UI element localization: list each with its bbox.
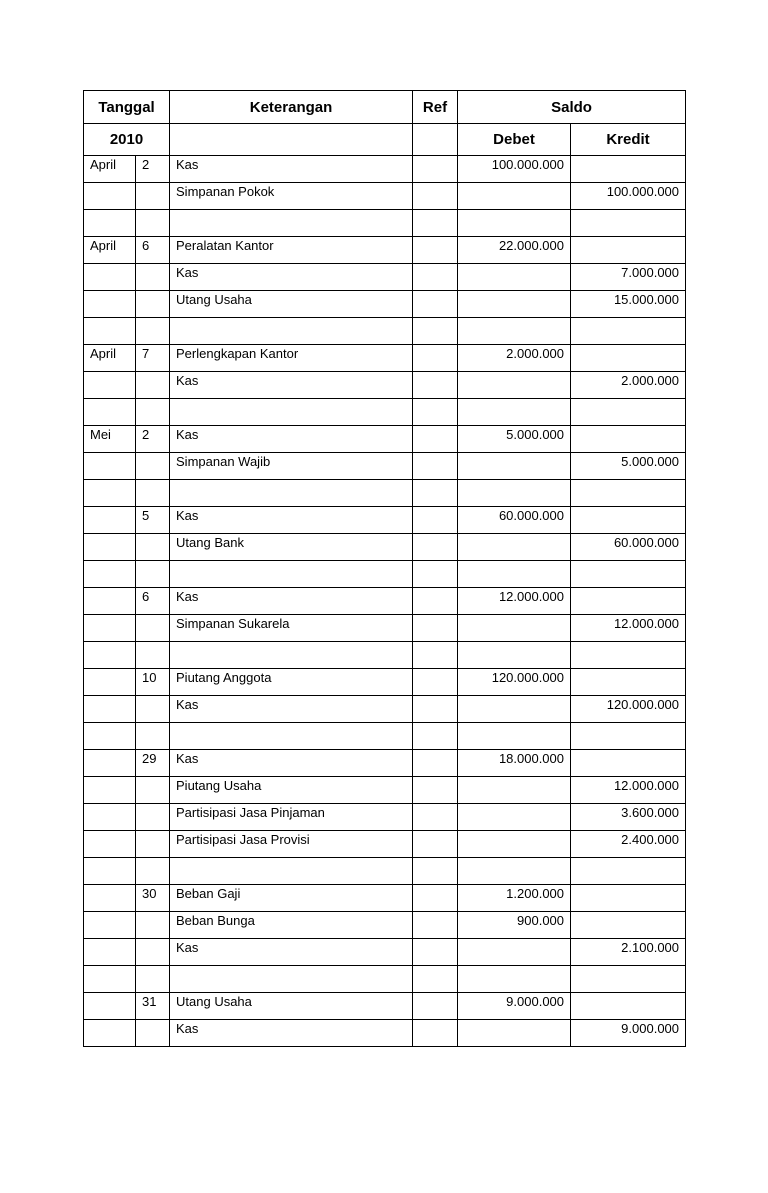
description-cell: Simpanan Pokok <box>170 183 413 210</box>
description-cell: Beban Gaji <box>170 885 413 912</box>
day-cell: 7 <box>136 345 170 372</box>
ref-cell <box>413 534 458 561</box>
description-cell: Piutang Usaha <box>170 777 413 804</box>
ref-cell <box>413 183 458 210</box>
month-cell <box>84 183 136 210</box>
ref-cell <box>413 210 458 237</box>
month-cell: Mei <box>84 426 136 453</box>
ref-header: Ref <box>413 91 458 124</box>
month-cell <box>84 912 136 939</box>
description-cell: Kas <box>170 264 413 291</box>
description-cell: Utang Usaha <box>170 291 413 318</box>
table-row <box>84 237 686 264</box>
kredit-cell <box>571 912 686 939</box>
debet-cell <box>458 939 571 966</box>
month-cell <box>84 507 136 534</box>
day-cell <box>136 480 170 507</box>
ref-cell <box>413 561 458 588</box>
table-row <box>84 561 686 588</box>
description-cell: Kas <box>170 426 413 453</box>
ref-cell <box>413 723 458 750</box>
month-cell <box>84 723 136 750</box>
description-cell: Kas <box>170 507 413 534</box>
saldo-header: Saldo <box>458 91 686 124</box>
description-cell: Beban Bunga <box>170 912 413 939</box>
keterangan-header: Keterangan <box>170 91 413 124</box>
day-cell: 2 <box>136 156 170 183</box>
description-cell <box>170 858 413 885</box>
table-row <box>84 966 686 993</box>
debet-cell <box>458 399 571 426</box>
debet-cell <box>458 291 571 318</box>
description-cell: Kas <box>170 939 413 966</box>
ref-cell <box>413 453 458 480</box>
debet-cell <box>458 642 571 669</box>
debet-cell: 5.000.000 <box>458 426 571 453</box>
month-cell <box>84 831 136 858</box>
debet-header: Debet <box>458 124 571 156</box>
month-cell: April <box>84 345 136 372</box>
kredit-cell <box>571 399 686 426</box>
description-cell: Perlengkapan Kantor <box>170 345 413 372</box>
day-cell <box>136 453 170 480</box>
kredit-cell <box>571 345 686 372</box>
month-cell: April <box>84 156 136 183</box>
ref-cell <box>413 318 458 345</box>
description-cell <box>170 318 413 345</box>
kredit-cell <box>571 210 686 237</box>
month-cell <box>84 561 136 588</box>
ref-cell <box>413 696 458 723</box>
table-row <box>84 264 686 291</box>
ref-subheader <box>413 124 458 156</box>
month-cell <box>84 480 136 507</box>
ref-cell <box>413 831 458 858</box>
debet-cell: 22.000.000 <box>458 237 571 264</box>
kredit-cell: 3.600.000 <box>571 804 686 831</box>
kredit-cell: 120.000.000 <box>571 696 686 723</box>
table-row <box>84 156 686 183</box>
month-cell <box>84 642 136 669</box>
description-cell: Utang Bank <box>170 534 413 561</box>
table-row <box>84 831 686 858</box>
ref-cell <box>413 237 458 264</box>
debet-cell <box>458 561 571 588</box>
description-cell: Utang Usaha <box>170 993 413 1020</box>
ref-cell <box>413 642 458 669</box>
month-cell <box>84 534 136 561</box>
kredit-cell <box>571 885 686 912</box>
kredit-cell <box>571 480 686 507</box>
month-cell <box>84 399 136 426</box>
month-cell <box>84 750 136 777</box>
kredit-cell <box>571 669 686 696</box>
description-cell: Partisipasi Jasa Provisi <box>170 831 413 858</box>
month-cell <box>84 372 136 399</box>
debet-cell <box>458 777 571 804</box>
description-cell: Kas <box>170 1020 413 1047</box>
debet-cell <box>458 858 571 885</box>
description-cell: Kas <box>170 588 413 615</box>
debet-cell: 100.000.000 <box>458 156 571 183</box>
header-row-2 <box>84 124 686 156</box>
ref-cell <box>413 1020 458 1047</box>
ref-cell <box>413 885 458 912</box>
kredit-cell <box>571 588 686 615</box>
day-cell: 2 <box>136 426 170 453</box>
journal-body <box>84 156 686 1047</box>
table-row <box>84 1020 686 1047</box>
debet-cell: 120.000.000 <box>458 669 571 696</box>
description-cell <box>170 642 413 669</box>
debet-cell <box>458 453 571 480</box>
ref-cell <box>413 372 458 399</box>
kredit-cell <box>571 318 686 345</box>
table-row <box>84 858 686 885</box>
debet-cell: 9.000.000 <box>458 993 571 1020</box>
table-row <box>84 912 686 939</box>
month-cell <box>84 669 136 696</box>
month-cell <box>84 966 136 993</box>
month-cell <box>84 588 136 615</box>
table-row <box>84 534 686 561</box>
kredit-cell <box>571 561 686 588</box>
month-cell <box>84 993 136 1020</box>
day-cell <box>136 696 170 723</box>
day-cell <box>136 831 170 858</box>
ref-cell <box>413 264 458 291</box>
day-cell <box>136 561 170 588</box>
debet-cell <box>458 534 571 561</box>
ref-cell <box>413 669 458 696</box>
ref-cell <box>413 804 458 831</box>
ref-cell <box>413 480 458 507</box>
month-cell <box>84 264 136 291</box>
debet-cell: 1.200.000 <box>458 885 571 912</box>
table-row <box>84 885 686 912</box>
day-cell <box>136 777 170 804</box>
kredit-cell: 5.000.000 <box>571 453 686 480</box>
day-cell <box>136 210 170 237</box>
description-cell: Simpanan Wajib <box>170 453 413 480</box>
day-cell <box>136 399 170 426</box>
day-cell <box>136 264 170 291</box>
day-cell: 31 <box>136 993 170 1020</box>
description-cell: Simpanan Sukarela <box>170 615 413 642</box>
day-cell: 5 <box>136 507 170 534</box>
day-cell: 6 <box>136 237 170 264</box>
debet-cell <box>458 480 571 507</box>
debet-cell <box>458 696 571 723</box>
table-row <box>84 507 686 534</box>
kredit-header: Kredit <box>571 124 686 156</box>
month-cell <box>84 804 136 831</box>
table-row <box>84 993 686 1020</box>
table-row <box>84 642 686 669</box>
kredit-cell: 2.100.000 <box>571 939 686 966</box>
kredit-cell: 2.400.000 <box>571 831 686 858</box>
description-cell <box>170 966 413 993</box>
debet-cell <box>458 723 571 750</box>
ref-cell <box>413 426 458 453</box>
kredit-cell: 7.000.000 <box>571 264 686 291</box>
description-cell <box>170 399 413 426</box>
description-cell: Peralatan Kantor <box>170 237 413 264</box>
month-cell <box>84 1020 136 1047</box>
header-row-1 <box>84 91 686 124</box>
debet-cell <box>458 1020 571 1047</box>
journal-table <box>83 90 686 1047</box>
month-cell <box>84 615 136 642</box>
day-cell: 6 <box>136 588 170 615</box>
kredit-cell <box>571 966 686 993</box>
ref-cell <box>413 615 458 642</box>
ref-cell <box>413 399 458 426</box>
day-cell <box>136 372 170 399</box>
table-row <box>84 453 686 480</box>
table-row <box>84 804 686 831</box>
ref-cell <box>413 777 458 804</box>
day-cell: 10 <box>136 669 170 696</box>
day-cell <box>136 804 170 831</box>
table-row <box>84 723 686 750</box>
kredit-cell <box>571 156 686 183</box>
table-row <box>84 696 686 723</box>
description-cell: Kas <box>170 750 413 777</box>
month-cell <box>84 939 136 966</box>
kredit-cell: 9.000.000 <box>571 1020 686 1047</box>
kredit-cell <box>571 723 686 750</box>
ref-cell <box>413 939 458 966</box>
keterangan-subheader <box>170 124 413 156</box>
ref-cell <box>413 966 458 993</box>
table-row <box>84 372 686 399</box>
kredit-cell: 12.000.000 <box>571 615 686 642</box>
description-cell <box>170 723 413 750</box>
table-row <box>84 669 686 696</box>
debet-cell <box>458 318 571 345</box>
description-cell: Kas <box>170 372 413 399</box>
ref-cell <box>413 750 458 777</box>
table-row <box>84 588 686 615</box>
day-cell: 30 <box>136 885 170 912</box>
ref-cell <box>413 912 458 939</box>
month-cell: April <box>84 237 136 264</box>
month-cell <box>84 777 136 804</box>
ref-cell <box>413 507 458 534</box>
debet-cell: 18.000.000 <box>458 750 571 777</box>
day-cell <box>136 615 170 642</box>
year-header: 2010 <box>84 124 170 156</box>
table-row <box>84 426 686 453</box>
description-cell <box>170 210 413 237</box>
day-cell <box>136 939 170 966</box>
day-cell <box>136 534 170 561</box>
kredit-cell: 2.000.000 <box>571 372 686 399</box>
table-row <box>84 318 686 345</box>
table-row <box>84 291 686 318</box>
debet-cell: 12.000.000 <box>458 588 571 615</box>
day-cell <box>136 183 170 210</box>
description-cell: Kas <box>170 696 413 723</box>
table-row <box>84 480 686 507</box>
tanggal-header: Tanggal <box>84 91 170 124</box>
day-cell: 29 <box>136 750 170 777</box>
debet-cell: 60.000.000 <box>458 507 571 534</box>
debet-cell <box>458 264 571 291</box>
debet-cell <box>458 804 571 831</box>
month-cell <box>84 696 136 723</box>
day-cell <box>136 291 170 318</box>
kredit-cell <box>571 858 686 885</box>
debet-cell <box>458 831 571 858</box>
month-cell <box>84 210 136 237</box>
table-row <box>84 399 686 426</box>
kredit-cell <box>571 750 686 777</box>
table-row <box>84 210 686 237</box>
debet-cell <box>458 210 571 237</box>
debet-cell <box>458 372 571 399</box>
kredit-cell <box>571 237 686 264</box>
kredit-cell <box>571 426 686 453</box>
day-cell <box>136 642 170 669</box>
month-cell <box>84 453 136 480</box>
description-cell: Kas <box>170 156 413 183</box>
kredit-cell: 12.000.000 <box>571 777 686 804</box>
debet-cell <box>458 183 571 210</box>
kredit-cell <box>571 642 686 669</box>
day-cell <box>136 1020 170 1047</box>
kredit-cell: 15.000.000 <box>571 291 686 318</box>
day-cell <box>136 723 170 750</box>
description-cell: Partisipasi Jasa Pinjaman <box>170 804 413 831</box>
month-cell <box>84 885 136 912</box>
month-cell <box>84 858 136 885</box>
day-cell <box>136 966 170 993</box>
ref-cell <box>413 588 458 615</box>
description-cell: Piutang Anggota <box>170 669 413 696</box>
kredit-cell <box>571 993 686 1020</box>
ref-cell <box>413 156 458 183</box>
table-row <box>84 183 686 210</box>
kredit-cell <box>571 507 686 534</box>
debet-cell <box>458 615 571 642</box>
description-cell <box>170 561 413 588</box>
table-row <box>84 345 686 372</box>
ref-cell <box>413 858 458 885</box>
description-cell <box>170 480 413 507</box>
ref-cell <box>413 993 458 1020</box>
month-cell <box>84 318 136 345</box>
table-row <box>84 777 686 804</box>
table-row <box>84 615 686 642</box>
ref-cell <box>413 345 458 372</box>
day-cell <box>136 912 170 939</box>
debet-cell: 900.000 <box>458 912 571 939</box>
kredit-cell: 100.000.000 <box>571 183 686 210</box>
kredit-cell: 60.000.000 <box>571 534 686 561</box>
table-row <box>84 939 686 966</box>
debet-cell: 2.000.000 <box>458 345 571 372</box>
day-cell <box>136 858 170 885</box>
ref-cell <box>413 291 458 318</box>
table-row <box>84 750 686 777</box>
debet-cell <box>458 966 571 993</box>
day-cell <box>136 318 170 345</box>
month-cell <box>84 291 136 318</box>
